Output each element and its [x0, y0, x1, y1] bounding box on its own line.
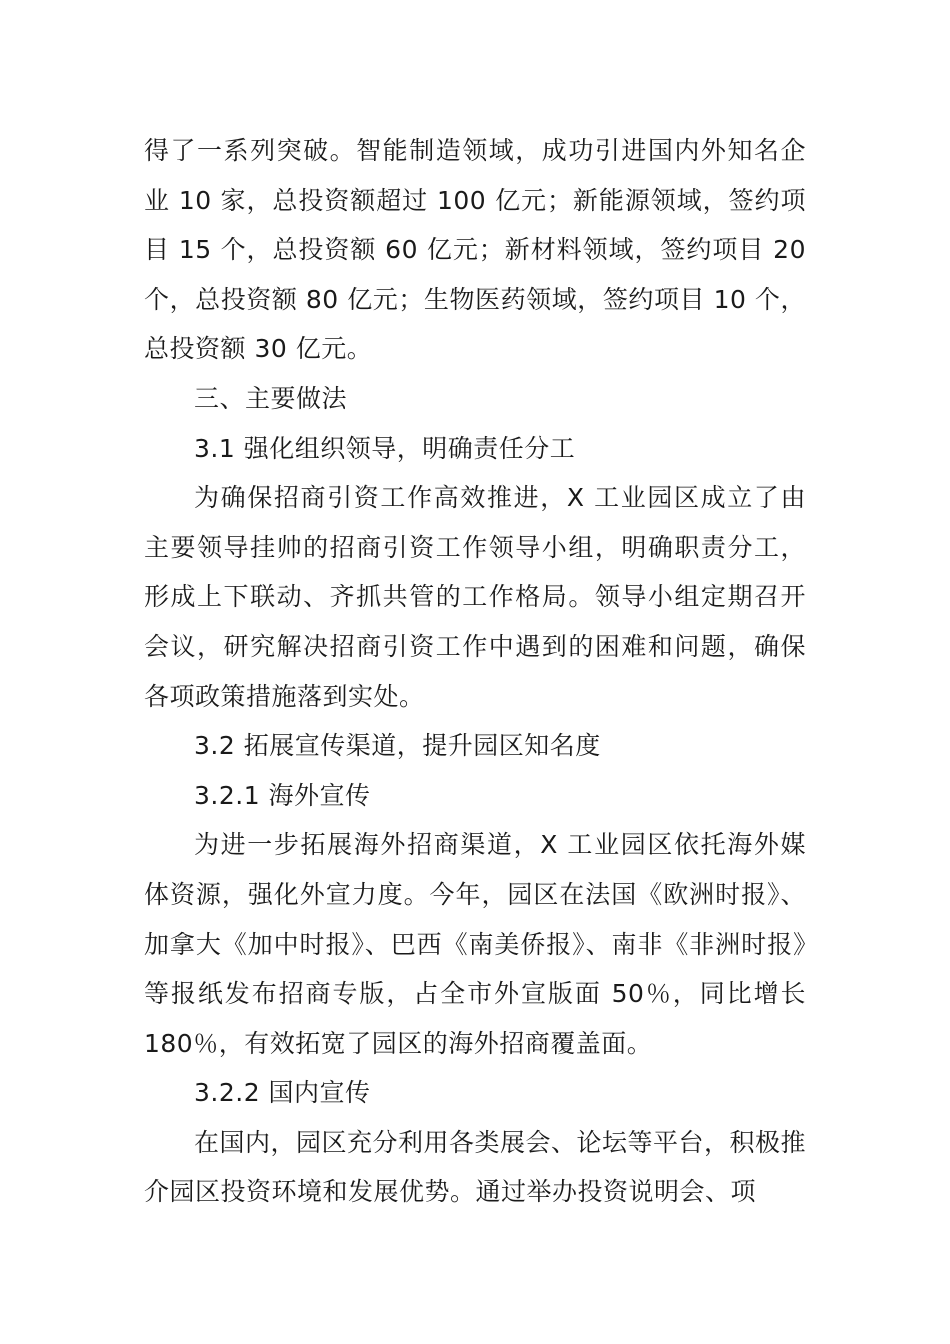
subsection-heading-3-2-1: 3.2.1 海外宣传 [194, 780, 371, 810]
document-page [144, 126, 806, 1217]
body-paragraph-leadership: 为确保招商引资工作高效推进，X 工业园区成立了由主要领导挂帅的招商引资工作领导小组，明确职责分工，形成上下联动、齐抓共管的工作格局。领导小组定期召开会议，研究解决招商引资工作中遇到的困难和问题，确保各项政策措施落到实处。 [144, 483, 806, 711]
section-heading-main-practices: 三、主要做法 [194, 383, 348, 413]
body-paragraph-overseas: 为进一步拓展海外招商渠道，X 工业园区依托海外媒体资源，强化外宣力度。今年，园区在法国《欧洲时报》、加拿大《加中时报》、巴西《南美侨报》、南非《非洲时报》等报纸发布招商专版，占全市外宣版面 50％，同比增长 180％，有效拓宽了园区的海外招商覆盖面。 [144, 830, 806, 1058]
subsection-heading-3-2: 3.2 拓展宣传渠道，提升园区知名度 [194, 731, 601, 761]
subsection-heading-3-2-2: 3.2.2 国内宣传 [194, 1078, 371, 1108]
body-paragraph-results: 得了一系列突破。智能制造领域，成功引进国内外知名企业 10 家，总投资额超过 100 亿元；新能源领域，签约项目 15 个，总投资额 60 亿元；新材料领域，签约项目 20 个，总投资额 80 亿元；生物医药领域，签约项目 10 个，总投资额 30 亿元。 [144, 136, 806, 364]
subsection-heading-3-1: 3.1 强化组织领导，明确责任分工 [194, 433, 576, 463]
body-paragraph-domestic: 在国内，园区充分利用各类展会、论坛等平台，积极推介园区投资环境和发展优势。通过举办投资说明会、项 [144, 1127, 807, 1207]
